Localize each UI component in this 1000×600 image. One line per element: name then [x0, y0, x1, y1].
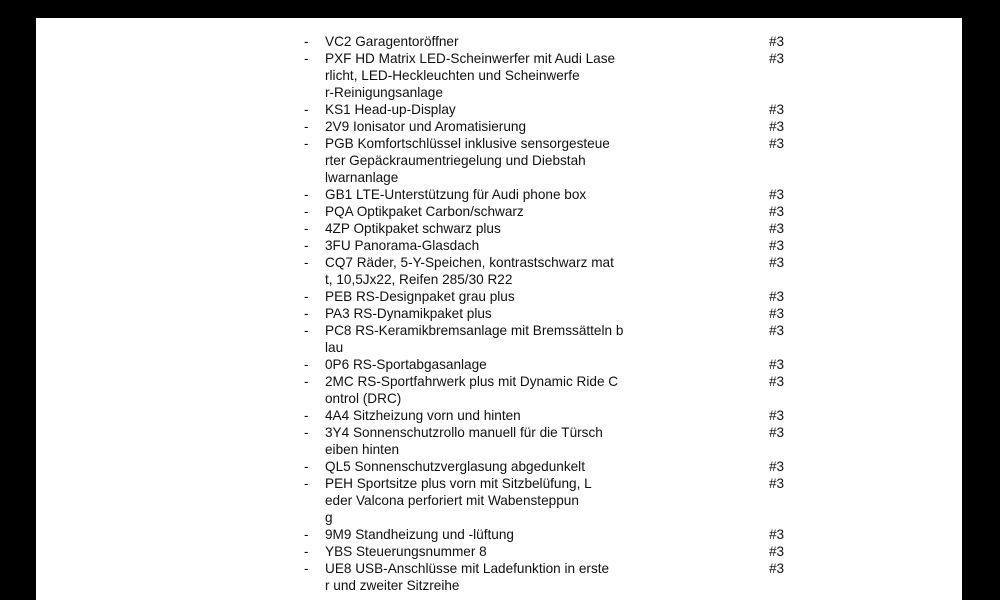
- list-item-text: 2V9 Ionisator und Aromatisierung: [325, 119, 527, 134]
- list-item-code: #3: [769, 425, 785, 440]
- list-dash: -: [304, 544, 309, 559]
- list-item: [36, 458, 962, 475]
- list-item: [36, 424, 962, 458]
- list-dash: -: [304, 459, 309, 474]
- list-item: [36, 254, 962, 288]
- list-item-code: #3: [769, 374, 785, 389]
- list-item-code: #3: [769, 119, 785, 134]
- list-item: [36, 560, 962, 594]
- list-item-text: 3FU Panorama-Glasdach: [325, 238, 480, 253]
- list-dash: -: [304, 323, 309, 338]
- list-item-text: 9M9 Standheizung und -lüftung: [325, 527, 514, 542]
- list-item: [36, 101, 962, 118]
- list-item: [36, 543, 962, 560]
- list-item-text: KS1 Head-up-Display: [325, 102, 456, 117]
- list-item-code: #3: [769, 221, 785, 236]
- list-item-text: PEH Sportsitze plus vorn mit Sitzbelüfung, L eder Valcona perforiert mit Wabensteppun g: [325, 476, 592, 525]
- list-item-code: #3: [769, 561, 785, 576]
- list-item-text: VC2 Garagentoröffner: [325, 34, 459, 49]
- list-item-text: 0P6 RS-Sportabgasanlage: [325, 357, 487, 372]
- list-item-code: #3: [769, 238, 785, 253]
- list-item: [36, 220, 962, 237]
- list-item: [36, 475, 962, 526]
- list-item-code: #3: [769, 102, 785, 117]
- list-item-text: PGB Komfortschlüssel inklusive sensorgesteue rter Gepäckraumentriegelung und Diebstah lwarnanlage: [325, 136, 610, 185]
- list-dash: -: [304, 221, 309, 236]
- list-item-code: #3: [769, 289, 785, 304]
- list-item: [36, 356, 962, 373]
- list-item: [36, 322, 962, 356]
- list-dash: -: [304, 187, 309, 202]
- list-item: [36, 526, 962, 543]
- list-item: [36, 118, 962, 135]
- list-item: [36, 288, 962, 305]
- list-dash: -: [304, 204, 309, 219]
- list-dash: -: [304, 561, 309, 576]
- list-item: [36, 203, 962, 220]
- list-item-text: 4A4 Sitzheizung vorn und hinten: [325, 408, 521, 423]
- list-item-text: CQ7 Räder, 5-Y-Speichen, kontrastschwarz mat t, 10,5Jx22, Reifen 285/30 R22: [325, 255, 614, 287]
- list-dash: -: [304, 255, 309, 270]
- list-item: [36, 407, 962, 424]
- list-dash: -: [304, 476, 309, 491]
- list-dash: -: [304, 34, 309, 49]
- list-item-code: #3: [769, 187, 785, 202]
- list-item: [36, 135, 962, 186]
- list-item-text: PXF HD Matrix LED-Scheinwerfer mit Audi Lase rlicht, LED-Heckleuchten und Scheinwerfe r-Reinigungsanlage: [325, 51, 616, 100]
- list-dash: -: [304, 527, 309, 542]
- list-item-code: #3: [769, 527, 785, 542]
- list-item-text: 3Y4 Sonnenschutzrollo manuell für die Türsch eiben hinten: [325, 425, 603, 457]
- list-item-text: PQA Optikpaket Carbon/schwarz: [325, 204, 524, 219]
- list-item-text: PEB RS-Designpaket grau plus: [325, 289, 515, 304]
- equipment-list: [36, 33, 962, 594]
- list-item-code: #3: [769, 136, 785, 151]
- list-dash: -: [304, 357, 309, 372]
- list-dash: -: [304, 306, 309, 321]
- list-dash: -: [304, 374, 309, 389]
- list-item: [36, 33, 962, 50]
- list-item-text: PA3 RS-Dynamikpaket plus: [325, 306, 492, 321]
- list-dash: -: [304, 119, 309, 134]
- list-item-text: QL5 Sonnenschutzverglasung abgedunkelt: [325, 459, 585, 474]
- list-dash: -: [304, 408, 309, 423]
- list-dash: -: [304, 425, 309, 440]
- list-dash: -: [304, 102, 309, 117]
- list-item-text: 2MC RS-Sportfahrwerk plus mit Dynamic Ride C ontrol (DRC): [325, 374, 619, 406]
- list-item-text: YBS Steuerungsnummer 8: [325, 544, 487, 559]
- list-item-code: #3: [769, 544, 785, 559]
- list-dash: -: [304, 289, 309, 304]
- list-item-code: #3: [769, 306, 785, 321]
- list-item-code: #3: [769, 357, 785, 372]
- list-item-code: #3: [769, 51, 785, 66]
- list-item: [36, 186, 962, 203]
- list-item-text: 4ZP Optikpaket schwarz plus: [325, 221, 501, 236]
- document-page: [36, 18, 962, 600]
- list-dash: -: [304, 51, 309, 66]
- list-item: [36, 50, 962, 101]
- list-item-code: #3: [769, 476, 785, 491]
- list-item: [36, 373, 962, 407]
- list-dash: -: [304, 238, 309, 253]
- list-item-code: #3: [769, 34, 785, 49]
- list-item-code: #3: [769, 408, 785, 423]
- list-item-code: #3: [769, 323, 785, 338]
- list-item-text: GB1 LTE-Unterstützung für Audi phone box: [325, 187, 587, 202]
- list-item-code: #3: [769, 459, 785, 474]
- list-item-code: #3: [769, 204, 785, 219]
- list-item: [36, 305, 962, 322]
- list-item-code: #3: [769, 255, 785, 270]
- list-dash: -: [304, 136, 309, 151]
- list-item: [36, 237, 962, 254]
- list-item-text: UE8 USB-Anschlüsse mit Ladefunktion in erste r und zweiter Sitzreihe: [325, 561, 610, 593]
- list-item-text: PC8 RS-Keramikbremsanlage mit Bremssätteln b lau: [325, 323, 624, 355]
